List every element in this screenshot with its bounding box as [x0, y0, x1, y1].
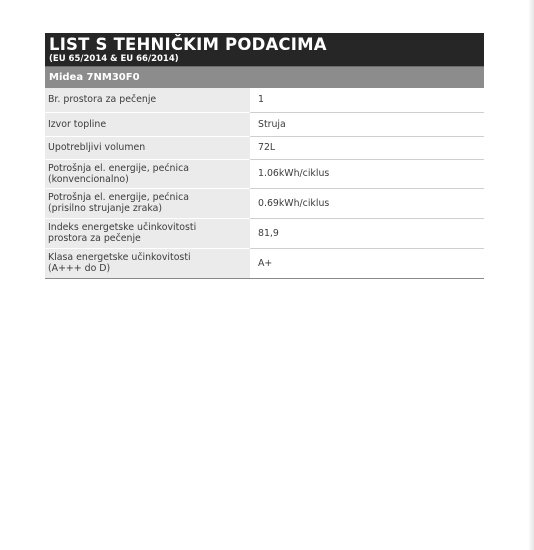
row-value: 72L — [250, 136, 484, 159]
row-value: 1.06kWh/ciklus — [250, 159, 484, 188]
row-label-line: (A+++ do D) — [48, 263, 111, 274]
row-label-line: Upotrebljivi volumen — [48, 142, 146, 153]
row-value: Struja — [250, 112, 484, 136]
row-label — [45, 136, 250, 159]
table-row — [45, 218, 484, 248]
row-label-line: prostora za pečenje — [48, 233, 141, 244]
sheet-subtitle: (EU 65/2014 & EU 66/2014) — [49, 54, 179, 64]
table-row — [45, 112, 484, 136]
row-value: 81,9 — [250, 218, 484, 248]
row-label-line: Indeks energetske učinkovitosti — [48, 222, 197, 233]
row-label — [45, 88, 250, 112]
table-row — [45, 159, 484, 188]
row-label-line: Potrošnja el. energije, pećnica — [48, 162, 189, 174]
model-name: Midea 7NM30F0 — [45, 66, 484, 88]
row-label-line: (konvencionalno) — [48, 173, 129, 185]
row-label-line: Potrošnja el. energije, pećnica — [48, 192, 189, 203]
row-label — [45, 112, 250, 136]
table-row — [45, 248, 484, 278]
row-value: 0.69kWh/ciklus — [250, 188, 484, 218]
technical-data-sheet — [45, 33, 484, 279]
row-value: A+ — [250, 248, 484, 278]
page-edge-shadow — [528, 0, 534, 550]
row-label-line: (prisilno strujanje zraka) — [48, 203, 163, 214]
table-row — [45, 136, 484, 159]
row-value: 1 — [250, 88, 484, 112]
row-label-line: Klasa energetske učinkovitosti — [48, 252, 191, 263]
table-row — [45, 88, 484, 112]
spec-table — [45, 88, 484, 279]
row-label — [45, 248, 250, 278]
row-label-line: Br. prostora za pečenje — [48, 94, 157, 106]
table-row — [45, 188, 484, 218]
title-block — [45, 33, 484, 66]
row-label — [45, 188, 250, 218]
row-label — [45, 218, 250, 248]
row-label-line: Izvor topline — [48, 118, 107, 130]
sheet-title: LIST S TEHNIČKIM PODACIMA — [49, 35, 327, 54]
row-label — [45, 159, 250, 188]
